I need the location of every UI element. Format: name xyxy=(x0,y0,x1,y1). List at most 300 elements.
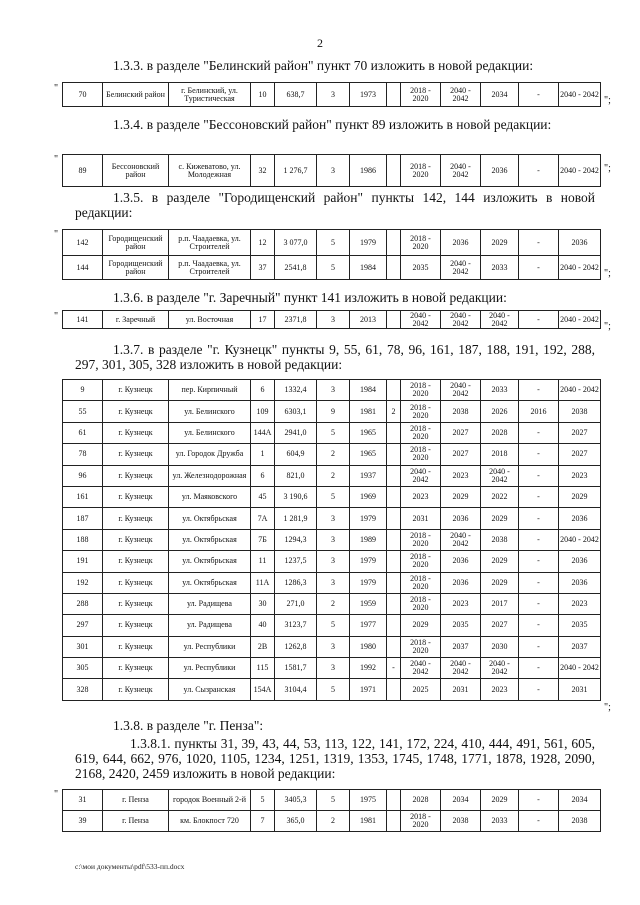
table-cell: 32 xyxy=(251,155,275,187)
table-cell: 2040 - 2042 xyxy=(401,311,441,329)
table-cell: 2038 xyxy=(559,401,601,422)
table-cell: 2 xyxy=(317,465,350,486)
table-cell: 2018 - 2020 xyxy=(401,422,441,443)
table-cell: 5 xyxy=(317,790,350,811)
table-cell: 70 xyxy=(63,83,103,107)
table-cell: 288 xyxy=(63,593,103,614)
table-cell: 2541,8 xyxy=(275,256,317,280)
table-cell: - xyxy=(519,790,559,811)
table-cell xyxy=(387,572,401,593)
table-cell: 1 281,9 xyxy=(275,508,317,529)
table-cell xyxy=(387,790,401,811)
table-cell: 2033 xyxy=(481,380,519,401)
table-cell: 11А xyxy=(251,572,275,593)
table-cell: 2029 xyxy=(481,572,519,593)
table-cell: 2029 xyxy=(481,230,519,256)
table-cell: 3 xyxy=(317,380,350,401)
table-cell: 1977 xyxy=(350,615,387,636)
table-cell: - xyxy=(519,615,559,636)
table-cell: 1973 xyxy=(350,83,387,107)
table-cell: 2018 - 2020 xyxy=(401,551,441,572)
table-cell: 2040 - 2042 xyxy=(401,465,441,486)
table-cell: 1965 xyxy=(350,422,387,443)
table-cell xyxy=(387,811,401,832)
table-cell: 2033 xyxy=(481,811,519,832)
table-cell: 2018 - 2020 xyxy=(401,811,441,832)
table-cell xyxy=(387,679,401,700)
table-cell xyxy=(387,444,401,465)
table-cell: г. Белинский, ул. Туристическая xyxy=(169,83,251,107)
table-cell: 2029 xyxy=(401,615,441,636)
table-cell: 2371,8 xyxy=(275,311,317,329)
table-cell xyxy=(387,486,401,507)
table-cell: 2040 - 2042 xyxy=(559,529,601,550)
table-cell xyxy=(387,256,401,280)
table-cell: 3 xyxy=(317,155,350,187)
table-cell: 2031 xyxy=(559,679,601,700)
table-cell: 2036 xyxy=(559,551,601,572)
table-row xyxy=(63,401,601,422)
table-cell: 638,7 xyxy=(275,83,317,107)
table-cell: 11 xyxy=(251,551,275,572)
table-row xyxy=(63,230,601,256)
table-cell: ул. Октябрьская xyxy=(169,551,251,572)
table-cell: 2025 xyxy=(401,679,441,700)
table-cell: 96 xyxy=(63,465,103,486)
table-cell: г. Кузнецк xyxy=(103,593,169,614)
table-cell: 3 190,6 xyxy=(275,486,317,507)
table-cell xyxy=(387,311,401,329)
table-cell: 2040 - 2042 xyxy=(441,83,481,107)
table-cell xyxy=(387,508,401,529)
table-cell: 2013 xyxy=(350,311,387,329)
table-cell: ул. Белинского xyxy=(169,422,251,443)
table-cell: г. Кузнецк xyxy=(103,615,169,636)
table-cell: 5 xyxy=(317,230,350,256)
table-cell: км. Блокпост 720 xyxy=(169,811,251,832)
table-row xyxy=(63,465,601,486)
footer-file-path: c:\мои документы\pdf\533-пп.docx xyxy=(75,862,185,871)
table-cell: ул. Сызранская xyxy=(169,679,251,700)
table-cell: 2027 xyxy=(559,422,601,443)
table-cell: 2016 xyxy=(519,401,559,422)
section-table-133 xyxy=(62,82,601,107)
table-cell: г. Кузнецк xyxy=(103,551,169,572)
table-cell: 1979 xyxy=(350,508,387,529)
table-cell: 2018 - 2020 xyxy=(401,230,441,256)
table-row xyxy=(63,615,601,636)
section-heading-134: 1.3.4. в разделе "Бессоновский район" пункт 89 изложить в новой редакции: xyxy=(113,117,552,132)
table-cell: 78 xyxy=(63,444,103,465)
table-cell: 7Б xyxy=(251,529,275,550)
section-table-136 xyxy=(62,310,601,329)
table-cell: 2018 - 2020 xyxy=(401,529,441,550)
table-cell: 2028 xyxy=(401,790,441,811)
quote-close: "; xyxy=(604,95,611,106)
table-cell: 2018 - 2020 xyxy=(401,380,441,401)
table-cell: 2018 - 2020 xyxy=(401,444,441,465)
table-cell: 7А xyxy=(251,508,275,529)
table-cell: 2017 xyxy=(481,593,519,614)
table-cell: 2022 xyxy=(481,486,519,507)
table-cell: 30 xyxy=(251,593,275,614)
table-cell: 37 xyxy=(251,256,275,280)
table-cell: 2038 xyxy=(441,811,481,832)
quote-close: "; xyxy=(604,163,611,174)
section-heading-136: 1.3.6. в разделе "г. Заречный" пункт 141 изложить в новой редакции: xyxy=(113,290,507,305)
section-heading-135: 1.3.5. в разделе "Городищенский район" пункты 142, 144 изложить в новой редакции: xyxy=(75,190,595,220)
table-cell: 2029 xyxy=(481,508,519,529)
table-cell: 1294,3 xyxy=(275,529,317,550)
table-cell: Городищенский район xyxy=(103,230,169,256)
table-row xyxy=(63,572,601,593)
table-cell: 2027 xyxy=(481,615,519,636)
table-cell: 6303,1 xyxy=(275,401,317,422)
table-cell: 1286,3 xyxy=(275,572,317,593)
table-cell: 301 xyxy=(63,636,103,657)
table-cell: пер. Кирпичный xyxy=(169,380,251,401)
table-cell: г. Пенза xyxy=(103,811,169,832)
table-cell: 2018 xyxy=(481,444,519,465)
table-cell: 2040 - 2042 xyxy=(559,155,601,187)
table-cell: 31 xyxy=(63,790,103,811)
table-cell: 5 xyxy=(317,615,350,636)
table-row xyxy=(63,422,601,443)
table-cell: 2029 xyxy=(441,486,481,507)
table-cell: 5 xyxy=(251,790,275,811)
table-cell: ул. Радищева xyxy=(169,593,251,614)
table-cell: 3 xyxy=(317,636,350,657)
table-row xyxy=(63,551,601,572)
table-cell: 2040 - 2042 xyxy=(441,155,481,187)
table-cell: г. Кузнецк xyxy=(103,636,169,657)
table-cell: 2035 xyxy=(401,256,441,280)
table-cell: 1237,5 xyxy=(275,551,317,572)
table-cell: 821,0 xyxy=(275,465,317,486)
table-cell: 154А xyxy=(251,679,275,700)
table-cell: - xyxy=(519,465,559,486)
table-cell xyxy=(387,380,401,401)
table-row xyxy=(63,311,601,329)
table-cell: - xyxy=(519,444,559,465)
table-cell: 142 xyxy=(63,230,103,256)
table-cell: 2023 xyxy=(401,486,441,507)
table-cell: 2031 xyxy=(401,508,441,529)
table-cell: 2040 - 2042 xyxy=(559,83,601,107)
table-cell: 6 xyxy=(251,380,275,401)
table-cell: 2040 - 2042 xyxy=(441,256,481,280)
table-cell: - xyxy=(519,256,559,280)
table-cell: 1965 xyxy=(350,444,387,465)
section-table-135 xyxy=(62,229,601,280)
table-cell xyxy=(387,465,401,486)
table-cell: 2040 - 2042 xyxy=(441,311,481,329)
table-cell: 109 xyxy=(251,401,275,422)
table-cell: г. Кузнецк xyxy=(103,508,169,529)
table-cell: 1 276,7 xyxy=(275,155,317,187)
quote-open: " xyxy=(54,311,59,322)
table-cell: г. Кузнецк xyxy=(103,465,169,486)
table-cell: 1992 xyxy=(350,658,387,679)
table-cell: г. Кузнецк xyxy=(103,679,169,700)
table-row xyxy=(63,508,601,529)
table-cell: ул. Маяковского xyxy=(169,486,251,507)
table-cell: 1979 xyxy=(350,551,387,572)
table-cell: 3 xyxy=(317,311,350,329)
table-cell: 365,0 xyxy=(275,811,317,832)
table-cell: 61 xyxy=(63,422,103,443)
table-cell: 2036 xyxy=(559,572,601,593)
table-cell: 2036 xyxy=(441,551,481,572)
table-cell: 5 xyxy=(317,256,350,280)
quote-close: "; xyxy=(604,702,611,713)
table-cell: - xyxy=(519,486,559,507)
section-table-1381 xyxy=(62,789,601,832)
table-cell: 5 xyxy=(317,422,350,443)
table-cell: 328 xyxy=(63,679,103,700)
table-cell: 604,9 xyxy=(275,444,317,465)
table-cell: 271,0 xyxy=(275,593,317,614)
table-row xyxy=(63,636,601,657)
table-cell: ул. Радищева xyxy=(169,615,251,636)
table-cell: 39 xyxy=(63,811,103,832)
table-row xyxy=(63,593,601,614)
table-cell: 2036 xyxy=(441,572,481,593)
table-cell: 2036 xyxy=(441,230,481,256)
table-cell: 3 xyxy=(317,508,350,529)
table-cell: ул. Белинского xyxy=(169,401,251,422)
table-cell xyxy=(387,551,401,572)
table-cell: - xyxy=(519,380,559,401)
table-cell: 40 xyxy=(251,615,275,636)
table-cell: 141 xyxy=(63,311,103,329)
table-row xyxy=(63,486,601,507)
table-row xyxy=(63,83,601,107)
table-cell: 2040 - 2042 xyxy=(481,311,519,329)
table-cell: 2029 xyxy=(481,790,519,811)
table-cell: 2033 xyxy=(481,256,519,280)
table-cell: 2023 xyxy=(441,465,481,486)
table-cell: 89 xyxy=(63,155,103,187)
table-cell: - xyxy=(519,508,559,529)
table-cell: 1975 xyxy=(350,790,387,811)
quote-open: " xyxy=(54,154,59,165)
quote-close: "; xyxy=(604,268,611,279)
table-cell xyxy=(387,593,401,614)
table-cell: 2030 xyxy=(481,636,519,657)
table-cell: 2035 xyxy=(441,615,481,636)
quote-open: " xyxy=(54,83,59,94)
table-cell xyxy=(387,155,401,187)
table-cell: 2 xyxy=(317,811,350,832)
table-cell: 2 xyxy=(317,444,350,465)
table-cell: г. Пенза xyxy=(103,790,169,811)
table-cell: 2029 xyxy=(559,486,601,507)
table-cell: 12 xyxy=(251,230,275,256)
table-cell xyxy=(387,83,401,107)
table-cell: 2040 - 2042 xyxy=(441,380,481,401)
table-cell: 2029 xyxy=(481,551,519,572)
table-cell: 2018 - 2020 xyxy=(401,401,441,422)
table-row xyxy=(63,444,601,465)
table-cell: - xyxy=(519,311,559,329)
table-cell: 2 xyxy=(387,401,401,422)
table-cell: 2038 xyxy=(441,401,481,422)
table-cell: 2018 - 2020 xyxy=(401,593,441,614)
table-cell: 2018 - 2020 xyxy=(401,83,441,107)
table-cell: 2028 xyxy=(481,422,519,443)
table-cell: г. Кузнецк xyxy=(103,486,169,507)
table-cell: 2023 xyxy=(559,465,601,486)
table-cell: г. Кузнецк xyxy=(103,529,169,550)
table-row xyxy=(63,658,601,679)
table-cell: 1984 xyxy=(350,256,387,280)
section-table-134 xyxy=(62,154,601,187)
table-cell: 144А xyxy=(251,422,275,443)
table-cell: 1984 xyxy=(350,380,387,401)
table-cell: ул. Октябрьская xyxy=(169,529,251,550)
table-cell: - xyxy=(519,679,559,700)
table-cell: 5 xyxy=(317,679,350,700)
table-cell: 2040 - 2042 xyxy=(481,465,519,486)
table-cell: 1969 xyxy=(350,486,387,507)
table-row xyxy=(63,256,601,280)
table-cell: 1937 xyxy=(350,465,387,486)
table-cell: 2034 xyxy=(559,790,601,811)
table-cell: - xyxy=(519,230,559,256)
section-table-137 xyxy=(62,379,601,701)
table-cell: 2038 xyxy=(559,811,601,832)
table-row xyxy=(63,811,601,832)
table-cell: 9 xyxy=(317,401,350,422)
table-cell: 2027 xyxy=(441,444,481,465)
table-cell: 2040 - 2042 xyxy=(441,658,481,679)
table-cell: 2027 xyxy=(559,444,601,465)
table-cell: 3104,4 xyxy=(275,679,317,700)
table-cell: 17 xyxy=(251,311,275,329)
table-cell: 2040 - 2042 xyxy=(559,311,601,329)
table-cell: - xyxy=(519,811,559,832)
table-cell: 1262,8 xyxy=(275,636,317,657)
quote-open: " xyxy=(54,789,59,800)
table-cell: ул. Восточная xyxy=(169,311,251,329)
table-cell xyxy=(387,230,401,256)
table-cell: 2040 - 2042 xyxy=(441,529,481,550)
table-cell: 2037 xyxy=(559,636,601,657)
table-cell: 305 xyxy=(63,658,103,679)
table-cell xyxy=(387,422,401,443)
table-cell: г. Кузнецк xyxy=(103,444,169,465)
table-cell: - xyxy=(519,593,559,614)
table-cell: 1581,7 xyxy=(275,658,317,679)
table-cell: 2035 xyxy=(559,615,601,636)
table-cell: 7 xyxy=(251,811,275,832)
table-cell: 187 xyxy=(63,508,103,529)
table-cell: 3 xyxy=(317,658,350,679)
table-cell: 2037 xyxy=(441,636,481,657)
table-cell: 2031 xyxy=(441,679,481,700)
table-cell: 115 xyxy=(251,658,275,679)
section-heading-138: 1.3.8. в разделе "г. Пенза": xyxy=(113,718,264,733)
table-cell: 2023 xyxy=(441,593,481,614)
table-cell: 2036 xyxy=(559,508,601,529)
table-cell: 161 xyxy=(63,486,103,507)
table-cell: 1981 xyxy=(350,811,387,832)
table-cell: Городищенский район xyxy=(103,256,169,280)
table-cell: 5 xyxy=(317,486,350,507)
table-cell: - xyxy=(519,422,559,443)
table-cell: - xyxy=(519,658,559,679)
table-cell: Белинский район xyxy=(103,83,169,107)
table-row xyxy=(63,679,601,700)
table-cell xyxy=(387,636,401,657)
table-cell: - xyxy=(519,636,559,657)
table-cell: 2034 xyxy=(481,83,519,107)
table-cell: 3123,7 xyxy=(275,615,317,636)
table-row xyxy=(63,790,601,811)
table-cell: 1332,4 xyxy=(275,380,317,401)
table-cell: 2036 xyxy=(441,508,481,529)
table-row xyxy=(63,380,601,401)
table-cell: 2040 - 2042 xyxy=(401,658,441,679)
table-cell: г. Кузнецк xyxy=(103,572,169,593)
table-cell: 3 xyxy=(317,572,350,593)
table-cell: Бессоновский район xyxy=(103,155,169,187)
table-cell: г. Кузнецк xyxy=(103,401,169,422)
table-cell: - xyxy=(519,551,559,572)
quote-close: "; xyxy=(604,321,611,332)
table-cell: г. Кузнецк xyxy=(103,658,169,679)
section-subheading-1381: 1.3.8.1. пункты 31, 39, 43, 44, 53, 113, 122, 141, 172, 224, 410, 444, 491, 561, 605, 619, 644, 662, 976, 1020, 1105, 1234, 1251, 1319, 1353, 1745, 1748, 1771, 1878, 1928, 2090, 2168, 2420, 2459 изложить в новой редакции: xyxy=(75,736,595,781)
table-cell: 2036 xyxy=(559,230,601,256)
table-cell: 2В xyxy=(251,636,275,657)
table-cell: 1 xyxy=(251,444,275,465)
table-cell: 3 xyxy=(317,529,350,550)
table-cell: - xyxy=(519,83,559,107)
table-cell: ул. Городок Дружба xyxy=(169,444,251,465)
table-cell: - xyxy=(519,529,559,550)
table-row xyxy=(63,155,601,187)
table-cell xyxy=(387,529,401,550)
table-cell: 144 xyxy=(63,256,103,280)
table-cell: 2018 - 2020 xyxy=(401,636,441,657)
table-cell: 3 xyxy=(317,551,350,572)
table-cell: 3 xyxy=(317,83,350,107)
table-cell: 2018 - 2020 xyxy=(401,572,441,593)
table-cell: 2026 xyxy=(481,401,519,422)
quote-open: " xyxy=(54,229,59,240)
table-cell: 2027 xyxy=(441,422,481,443)
table-cell: 6 xyxy=(251,465,275,486)
table-cell: р.п. Чаадаевка, ул. Строителей xyxy=(169,230,251,256)
table-cell: 3 077,0 xyxy=(275,230,317,256)
table-cell: ул. Железнодорожная xyxy=(169,465,251,486)
table-cell: ул. Республики xyxy=(169,658,251,679)
table-cell: 192 xyxy=(63,572,103,593)
table-cell xyxy=(387,615,401,636)
table-cell: 10 xyxy=(251,83,275,107)
table-cell: 2034 xyxy=(441,790,481,811)
table-cell: ул. Республики xyxy=(169,636,251,657)
table-cell: с. Кижеватово, ул. Молодежная xyxy=(169,155,251,187)
table-cell: 55 xyxy=(63,401,103,422)
table-cell: 2018 - 2020 xyxy=(401,155,441,187)
table-cell: 2040 - 2042 xyxy=(559,658,601,679)
table-cell: 1979 xyxy=(350,572,387,593)
table-cell: 1959 xyxy=(350,593,387,614)
table-row xyxy=(63,529,601,550)
table-cell: - xyxy=(387,658,401,679)
